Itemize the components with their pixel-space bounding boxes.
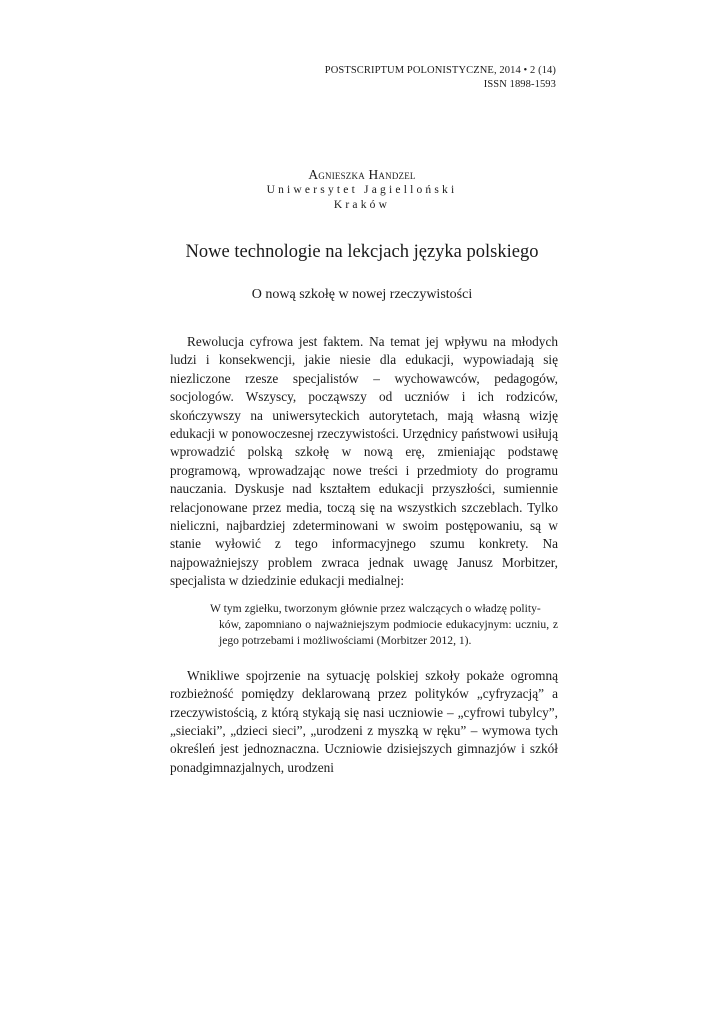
journal-header xyxy=(325,64,556,92)
article-subtitle: O nową szkołę w nowej rzeczywistości xyxy=(251,287,473,302)
journal-citation: POSTSCRIPTUM POLONISTYCZNE, 2014 • 2 (14) xyxy=(324,65,556,76)
quote-continuation: ków, zapomniano o najważniejszym podmiocie edukacyjnym: uczniu, z jego potrzebami i możliwościami (Morbitzer 2012, 1). xyxy=(219,617,558,647)
body-paragraph-2: Wnikliwe spojrzenie na sytuację polskiej szkoły pokaże ogromną rozbieżność pomiędzy deklarowaną przez polityków „cyfryzacją” a rzeczywistością, z którą stykają się nasi uczniowie – „cyfrowi tubylcy”, „sieciaki”, „dzieci sieci”, „urodzeni z myszką w ręku” – wymowa tych określeń jest jednoznaczna. Uczniowie dzisiejszych gimnazjów i szkół ponadgimnazjalnych, urodzeni xyxy=(170,667,558,775)
author-block xyxy=(0,166,724,213)
author-affiliation: Uniwersytet Jagielloński xyxy=(266,184,458,196)
article-title: Nowe technologie na lekcjach języka polskiego xyxy=(185,242,539,262)
article-body xyxy=(170,333,558,777)
body-paragraph-1: Rewolucja cyfrowa jest faktem. Na temat jej wpływu na młodych ludzi i konsekwencji, jakie niesie dla edukacji, wypowiadają się niezliczone rzesze specjalistów – wychowawców, pedagogów, socjologów. Wszyscy, począwszy od uczniów i ich rodziców, skończywszy na uniwersyteckich autorytetach, mają własną wizję edukacji w ponowoczesnej rzeczywistości. Urzędnicy państwowi usiłują wprowadzić polską szkołę w nową erę, zmieniając podstawę programową, wprowadzając nowe treści i przedmioty do programu nauczania. Dyskusje nad kształtem edukacji przyszłości, sumiennie relacjonowane przez media, toczą się na wszystkich szczeblach. Tylko nieliczni, najbardziej zdeterminowani w swoim postępowaniu, są w stanie wyłowić z tego informacyjnego szumu konkrety. Na najpoważniejszy problem zwraca jednak uwagę Janusz Morbitzer, specjalista w dziedzinie edukacji medialnej: xyxy=(170,334,558,589)
quote-first-line: W tym zgiełku, tworzonym głównie przez walczących o władzę polity- xyxy=(210,601,541,615)
journal-issn: ISSN 1898-1593 xyxy=(483,79,556,90)
author-name: Agnieszka Handzel xyxy=(308,167,416,182)
block-quote xyxy=(210,601,558,649)
author-city: Kraków xyxy=(333,199,391,211)
